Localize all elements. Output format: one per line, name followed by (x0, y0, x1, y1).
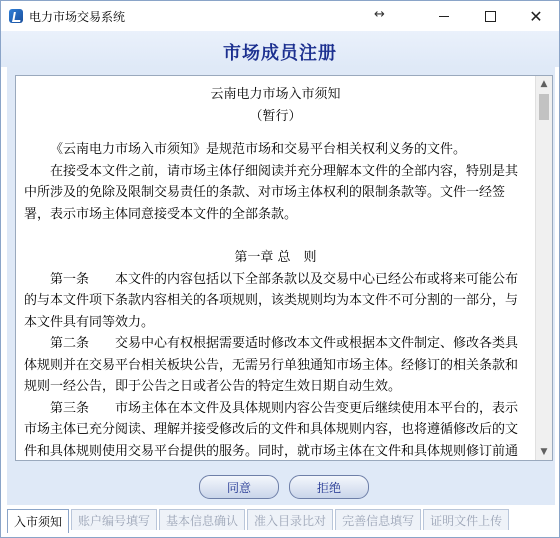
title-bar (1, 1, 559, 31)
maximize-button[interactable] (467, 1, 513, 31)
refuse-button[interactable]: 拒绝 (289, 475, 369, 499)
close-button[interactable] (513, 1, 559, 31)
tab-catalog-compare[interactable]: 准入目录比对 (247, 509, 333, 530)
tab-basic-info[interactable]: 基本信息确认 (159, 509, 245, 530)
terms-textbox[interactable] (15, 75, 553, 461)
close-icon: ✕ (529, 6, 543, 26)
maximize-icon (485, 11, 496, 22)
minimize-icon (439, 16, 449, 17)
intro-paragraph: 在接受本文件之前，请市场主体仔细阅读并充分理解本文件的全部内容，特别是其中所涉及的免除及限制交易责任的条款、对市场主体权利的限制条款等。文件一经签署，表示市场主体同意接受本文件的全部条款。 (24, 163, 519, 222)
scrollbar-thumb[interactable] (539, 94, 549, 120)
agree-button[interactable]: 同意 (199, 475, 279, 499)
intro-paragraph: 《云南电力市场入市须知》是规范市场和交易平台相关权利义务的文件。 (50, 142, 467, 157)
article-paragraph: 第一条 本文件的内容包括以下全部条款以及交易中心已经公布或将来可能公布的与本文件项下条款内容相关的各项规则，该类规则均为本文件不可分割的一部分，与本文件具有同等效力。 (24, 271, 519, 330)
document-subtitle: （暂行） (249, 108, 302, 124)
terms-content (16, 76, 535, 460)
document-title: 云南电力市场入市须知 (210, 87, 341, 102)
scroll-down-icon[interactable]: ▼ (540, 447, 548, 457)
article-paragraph: 第二条 交易中心有权根据需要适时修改本文件或根据本文件制定、修改各类具体规则并在交易平台相关板块公告，无需另行单独通知市场主体。经修订的相关条款和规则一经公告，即于公告之日或者公告的特定生效日期自动生效。 (24, 336, 519, 394)
resize-arrows-icon: ↔ (374, 7, 385, 22)
minimize-button[interactable] (421, 1, 467, 31)
window-title: 电力市场交易系统 (29, 9, 126, 24)
chapter-heading: 第一章 总 则 (234, 250, 317, 265)
article-paragraph: 第三条 市场主体在本文件及具体规则内容公告变更后继续使用本平台的，表示市场主体已充分阅读、理解并接受修改后的文件和具体规则内容，也将遵循修改后的文件和具体规则使用交易平台提供的服务。同时，就市场主体在文件和具体规则修订前通 (24, 400, 519, 459)
tab-complete-info[interactable]: 完善信息填写 (335, 509, 421, 530)
main-panel (7, 67, 555, 505)
page-title: 市场成员注册 (223, 43, 337, 64)
vertical-scrollbar[interactable] (535, 76, 552, 460)
step-tabs (7, 509, 511, 533)
tab-entry-notice[interactable]: 入市须知 (7, 509, 69, 533)
app-logo-icon (9, 9, 23, 23)
tab-account-number[interactable]: 账户编号填写 (71, 509, 157, 530)
tab-upload-proof[interactable]: 证明文件上传 (423, 509, 509, 530)
scroll-up-icon[interactable]: ▲ (540, 79, 548, 89)
